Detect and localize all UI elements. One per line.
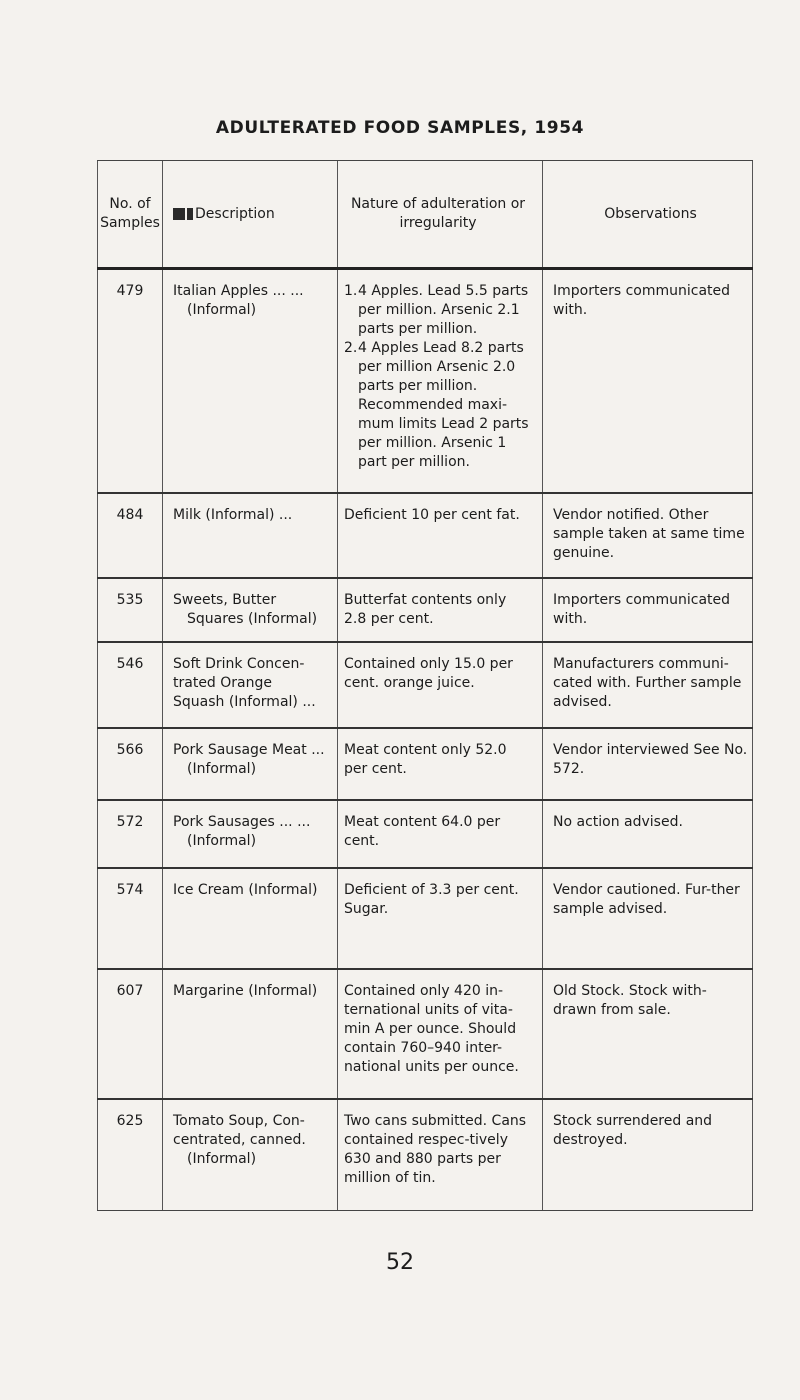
header-observations: Observations <box>543 161 753 267</box>
header-description: Description <box>163 161 338 267</box>
table-row <box>97 869 753 970</box>
list-item: 2. 4 Apples Lead 8.2 parts per million Arsenic 2.0 parts per million. Recommended maxi-mum limits Lead 2 parts per million. Arsenic 1 part per million. <box>344 340 529 470</box>
sample-number: 479 <box>97 270 163 492</box>
adulteration-nature: Two cans submitted. Cans contained respec-tively 630 and 880 parts per million of tin. <box>338 1100 543 1210</box>
sample-description: Sweets, Butter Squares (Informal) <box>163 579 338 641</box>
sample-number: 546 <box>97 643 163 727</box>
sample-number: 535 <box>97 579 163 641</box>
adulteration-nature <box>338 270 543 492</box>
table-row <box>97 270 753 494</box>
table-row <box>97 1100 753 1211</box>
table-row <box>97 579 753 643</box>
sample-description: Margarine (Informal) <box>163 970 338 1098</box>
table-row <box>97 729 753 801</box>
adulteration-nature: Contained only 15.0 per cent. orange juice. <box>338 643 543 727</box>
sample-number: 484 <box>97 494 163 577</box>
observation: Old Stock. Stock with-drawn from sale. <box>543 970 753 1098</box>
table-row <box>97 801 753 869</box>
sample-description: Tomato Soup, Con-centrated, canned. (Informal) <box>163 1100 338 1210</box>
sample-description: Pork Sausage Meat ... (Informal) <box>163 729 338 799</box>
adulteration-nature: Deficient 10 per cent fat. <box>338 494 543 577</box>
sample-description: Italian Apples ... ... (Informal) <box>163 270 338 492</box>
sample-number: 572 <box>97 801 163 867</box>
observation: Manufacturers communi-cated with. Further sample advised. <box>543 643 753 727</box>
header-nature: Nature of adulteration or irregularity <box>338 161 543 267</box>
adulteration-nature: Meat content 64.0 per cent. <box>338 801 543 867</box>
observation: Vendor interviewed See No. 572. <box>543 729 753 799</box>
sample-description: Ice Cream (Informal) <box>163 869 338 968</box>
list-item: 1. 4 Apples. Lead 5.5 parts per million. Arsenic 2.1 parts per million. <box>344 283 529 337</box>
sample-description: Soft Drink Concen-trated Orange Squash (Informal) ... <box>163 643 338 727</box>
table-row <box>97 643 753 729</box>
table-header-row <box>97 161 753 270</box>
observation: No action advised. <box>543 801 753 867</box>
page-title: ADULTERATED FOOD SAMPLES, 1954 <box>215 118 585 138</box>
sample-description: Pork Sausages ... ... (Informal) <box>163 801 338 867</box>
ink-blot-icon <box>173 208 185 220</box>
table-row <box>97 970 753 1100</box>
sample-description: Milk (Informal) ... <box>163 494 338 577</box>
observation: Importers communicated with. <box>543 270 753 492</box>
adulteration-nature: Meat content only 52.0 per cent. <box>338 729 543 799</box>
observation: Vendor notified. Other sample taken at same time genuine. <box>543 494 753 577</box>
ink-blot-icon <box>187 208 193 220</box>
sample-number: 607 <box>97 970 163 1098</box>
adulteration-nature: Contained only 420 in-ternational units of vita-min A per ounce. Should contain 760–940 inter-national units per ounce. <box>338 970 543 1098</box>
sample-number: 574 <box>97 869 163 968</box>
header-samples: No. of Samples <box>97 161 163 267</box>
table-row <box>97 494 753 579</box>
sample-number: 566 <box>97 729 163 799</box>
observation: Stock surrendered and destroyed. <box>543 1100 753 1210</box>
page-number: 52 <box>386 1250 414 1275</box>
adulteration-nature: Butterfat contents only 2.8 per cent. <box>338 579 543 641</box>
observation: Importers communicated with. <box>543 579 753 641</box>
adulterated-samples-table <box>97 160 753 1211</box>
observation: Vendor cautioned. Fur-ther sample advised. <box>543 869 753 968</box>
sample-number: 625 <box>97 1100 163 1210</box>
adulteration-nature: Deficient of 3.3 per cent. Sugar. <box>338 869 543 968</box>
